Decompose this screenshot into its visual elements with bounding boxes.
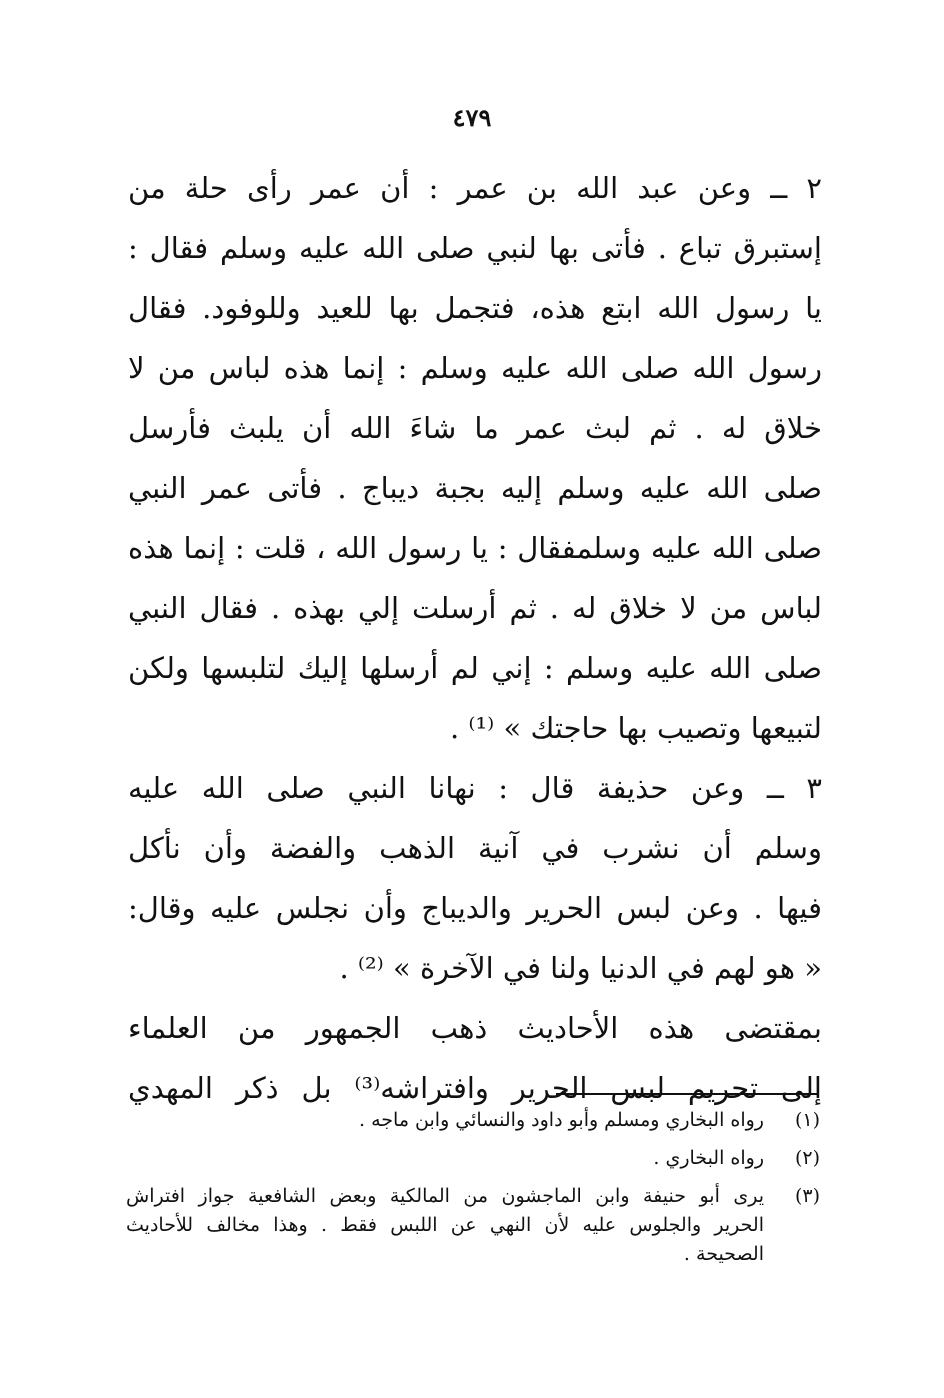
footnote-line: يرى أبو حنيفة وابن الماجشون من المالكية وبعض الشافعية جواز افتراش xyxy=(126,1185,764,1207)
page-number: ٤٧٩ xyxy=(452,103,492,132)
main-text xyxy=(128,158,822,1118)
text-line: لتبيعها وتصيب بها حاجتك » ⁽¹⁾ . xyxy=(449,711,822,745)
footnote-line: رواه البخاري ومسلم وأبو داود والنسائي وابن ماجه . xyxy=(359,1109,764,1131)
footnote-number: (٣) xyxy=(794,1185,820,1207)
text-line: صلى الله عليه وسلم إليه بجبة ديباج . فأتى عمر النبي xyxy=(128,471,822,505)
footnote-text xyxy=(126,1182,764,1269)
footnote-number: (٢) xyxy=(794,1147,820,1169)
footnote xyxy=(126,1106,820,1135)
footnote-line: الصحيحة . xyxy=(683,1243,764,1265)
text-line: فيها . وعن لبس الحرير والديباج وأن نجلس عليه وقال: xyxy=(128,891,822,925)
text-line: يا رسول الله ابتع هذه، فتجمل بها للعيد وللوفود. فقال xyxy=(128,291,822,325)
footnotes xyxy=(126,1106,820,1278)
footnote-line: الحرير والجلوس عليه لأن النهي عن اللبس فقط . وهذا مخالف للأحاديث xyxy=(126,1214,764,1236)
text-line: ٣ ــ وعن حذيفة قال : نهانا النبي صلى الله عليه xyxy=(128,771,822,805)
text-line: لباس من لا خلاق له . ثم أرسلت إلي بهذه . فقال النبي xyxy=(128,591,822,625)
footnote-line: رواه البخاري . xyxy=(653,1147,764,1169)
footnote-number: (١) xyxy=(794,1109,820,1131)
text-line: إلى تحريم لبس الحرير وافتراشه⁽³⁾ بل ذكر المهدي xyxy=(128,1071,822,1105)
footnote-separator xyxy=(556,1093,818,1095)
footnote xyxy=(126,1144,820,1173)
text-line: بمقتضى هذه الأحاديث ذهب الجمهور من العلماء xyxy=(128,1011,822,1045)
footnote xyxy=(126,1182,820,1269)
text-line: إستبرق تباع . فأتى بها لنبي صلى الله عليه وسلم فقال : xyxy=(128,231,822,265)
text-line: خلاق له . ثم لبث عمر ما شاءَ الله أن يلبث فأرسل xyxy=(128,411,822,445)
text-line: وسلم أن نشرب في آنية الذهب والفضة وأن نأكل xyxy=(128,831,822,865)
text-line: ٢ ــ وعن عبد الله بن عمر : أن عمر رأى حلة من xyxy=(128,171,822,205)
text-line: « هو لهم في الدنيا ولنا في الآخرة » ⁽²⁾ . xyxy=(339,951,822,985)
text-line: صلى الله عليه وسلم : إني لم أرسلها إليك لتلبسها ولكن xyxy=(128,651,822,685)
text-line: صلى الله عليه وسلمفقال : يا رسول الله ، قلت : إنما هذه xyxy=(128,531,822,565)
text-line: رسول الله صلى الله عليه وسلم : إنما هذه لباس من لا xyxy=(128,351,822,385)
footnote-text xyxy=(126,1106,764,1135)
footnote-text xyxy=(126,1144,764,1173)
